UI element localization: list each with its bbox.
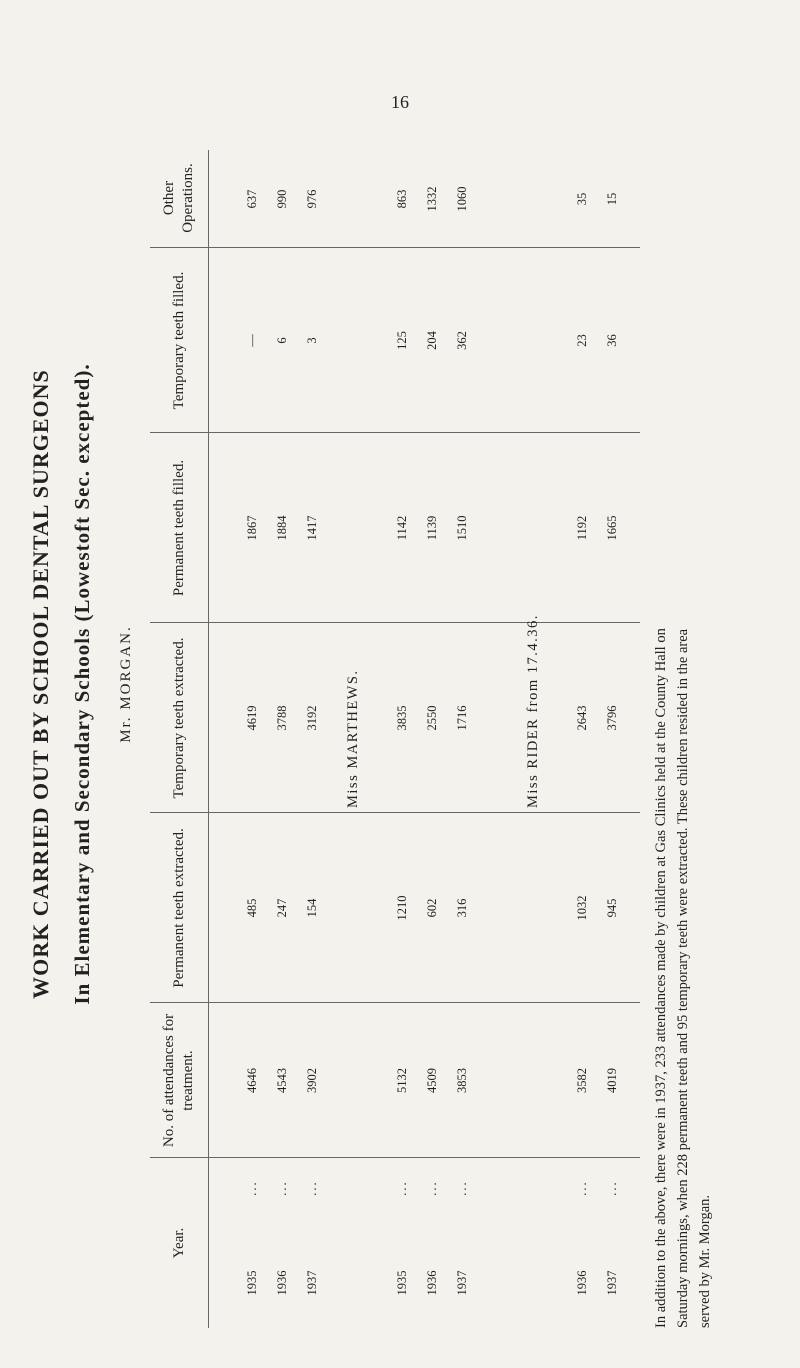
- footnote-line: Saturday mornings, when 228 permanent teeth and 95 temporary teeth were extracted. These children resided in the area: [675, 628, 691, 1328]
- value-cell-temporary-extracted: 3788: [275, 705, 289, 731]
- value-cell-temporary-filled: 3: [305, 337, 319, 344]
- value-cell-other-operations: 976: [305, 189, 319, 209]
- surgeon-name: Mr. MORGAN.: [118, 625, 134, 743]
- value-cell-permanent-filled: 1139: [425, 515, 439, 541]
- value-cell-temporary-extracted: 3835: [395, 705, 409, 731]
- value-cell-other-operations: 1332: [425, 186, 439, 212]
- header-year: Year.: [170, 1227, 187, 1259]
- value-cell-attendances: 3902: [305, 1068, 319, 1093]
- footnote-line: served by Mr. Morgan.: [697, 1194, 713, 1328]
- section-label: Miss RIDER from 17.4.36.: [525, 614, 541, 808]
- value-cell-attendances: 4543: [275, 1068, 289, 1093]
- value-cell-temporary-filled: 6: [275, 337, 289, 344]
- column-divider: [150, 432, 640, 433]
- value-cell-other-operations: 863: [395, 189, 409, 209]
- value-cell-temporary-extracted: 2643: [575, 705, 589, 731]
- value-cell-permanent-extracted: 485: [245, 898, 259, 918]
- value-cell-permanent-filled: 1665: [605, 515, 619, 541]
- header-temporary-extracted: Temporary teeth extracted.: [170, 637, 187, 799]
- page-subtitle: In Elementary and Secondary Schools (Lowestoft Sec. excepted).: [70, 363, 94, 1005]
- year-cell: 1936: [425, 1270, 439, 1296]
- value-cell-attendances: 5132: [395, 1068, 409, 1093]
- value-cell-permanent-extracted: 602: [425, 898, 439, 918]
- header-rule: [208, 150, 209, 1328]
- value-cell-temporary-extracted: 3796: [605, 705, 619, 731]
- value-cell-temporary-filled: —: [245, 334, 259, 347]
- value-cell-attendances: 3582: [575, 1068, 589, 1093]
- value-cell-other-operations: 990: [275, 189, 289, 209]
- year-cell: 1937: [305, 1270, 319, 1296]
- year-cell: 1935: [395, 1270, 409, 1296]
- column-divider: [150, 1002, 640, 1003]
- section-label: Miss MARTHEWS.: [345, 669, 361, 808]
- value-cell-temporary-extracted: 3192: [305, 705, 319, 731]
- value-cell-permanent-filled: 1417: [305, 515, 319, 541]
- value-cell-other-operations: 35: [575, 192, 589, 206]
- leader-dots: ...: [575, 1180, 589, 1196]
- leader-dots: ...: [395, 1180, 409, 1196]
- value-cell-permanent-filled: 1510: [455, 515, 469, 541]
- value-cell-temporary-filled: 204: [425, 331, 439, 350]
- leader-dots: ...: [455, 1180, 469, 1196]
- footnote-line: In addition to the above, there were in 1937, 233 attendances made by children at Gas Clinics held at the County Hall on: [653, 628, 669, 1328]
- header-attendances: No. of attendances for treatment.: [161, 1013, 196, 1148]
- year-cell: 1936: [575, 1270, 589, 1296]
- value-cell-other-operations: 637: [245, 189, 259, 209]
- year-cell: 1937: [605, 1270, 619, 1296]
- value-cell-temporary-filled: 36: [605, 334, 619, 347]
- page-number: 16: [391, 92, 409, 112]
- page-title: WORK CARRIED OUT BY SCHOOL DENTAL SURGEONS: [28, 369, 53, 999]
- header-permanent-filled: Permanent teeth filled.: [170, 459, 187, 597]
- column-divider: [150, 247, 640, 248]
- header-other-operations: Other Operations.: [161, 163, 196, 233]
- value-cell-temporary-filled: 125: [395, 331, 409, 350]
- value-cell-permanent-filled: 1884: [275, 515, 289, 541]
- header-temporary-filled: Temporary teeth filled.: [170, 271, 187, 410]
- value-cell-permanent-extracted: 247: [275, 898, 289, 918]
- value-cell-permanent-extracted: 1210: [395, 895, 409, 921]
- value-cell-other-operations: 15: [605, 192, 619, 206]
- leader-dots: ...: [425, 1180, 439, 1196]
- leader-dots: ...: [275, 1180, 289, 1196]
- value-cell-attendances: 3853: [455, 1068, 469, 1093]
- value-cell-permanent-filled: 1192: [575, 515, 589, 541]
- value-cell-temporary-extracted: 1716: [455, 705, 469, 731]
- value-cell-permanent-extracted: 945: [605, 898, 619, 918]
- value-cell-temporary-filled: 362: [455, 331, 469, 350]
- value-cell-permanent-filled: 1867: [245, 515, 259, 541]
- year-cell: 1937: [455, 1270, 469, 1296]
- header-permanent-extracted: Permanent teeth extracted.: [170, 828, 187, 988]
- value-cell-attendances: 4509: [425, 1068, 439, 1093]
- value-cell-temporary-extracted: 2550: [425, 705, 439, 731]
- leader-dots: ...: [245, 1180, 259, 1196]
- column-divider: [150, 1157, 640, 1158]
- column-divider: [150, 812, 640, 813]
- value-cell-permanent-extracted: 1032: [575, 895, 589, 921]
- value-cell-permanent-filled: 1142: [395, 515, 409, 541]
- value-cell-permanent-extracted: 316: [455, 898, 469, 918]
- value-cell-attendances: 4019: [605, 1068, 619, 1093]
- value-cell-temporary-filled: 23: [575, 334, 589, 347]
- year-cell: 1935: [245, 1270, 259, 1296]
- value-cell-temporary-extracted: 4619: [245, 705, 259, 731]
- column-divider: [150, 622, 640, 623]
- year-cell: 1936: [275, 1270, 289, 1296]
- value-cell-other-operations: 1060: [455, 186, 469, 212]
- value-cell-permanent-extracted: 154: [305, 898, 319, 918]
- value-cell-attendances: 4646: [245, 1068, 259, 1093]
- leader-dots: ...: [305, 1180, 319, 1196]
- leader-dots: ...: [605, 1180, 619, 1196]
